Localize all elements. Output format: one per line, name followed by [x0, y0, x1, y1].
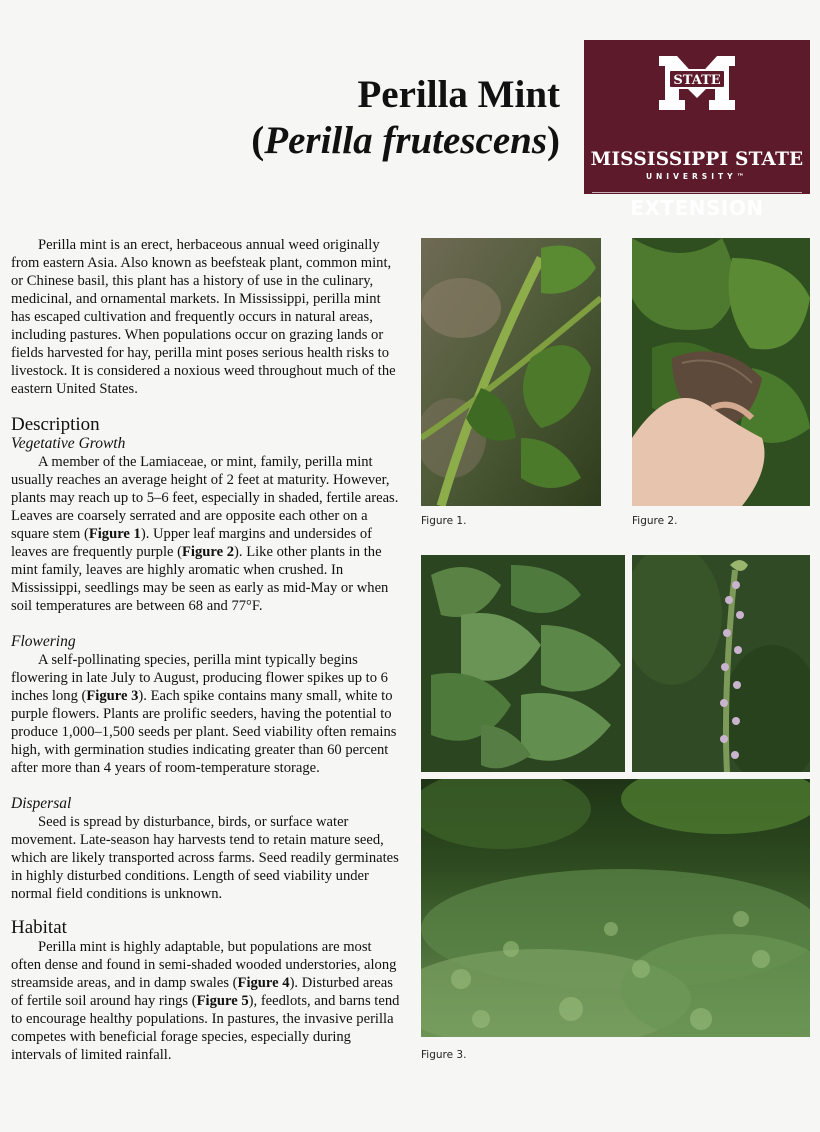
text-run: ). Each spike contains many small, white to purple flowers. Plants are prolific seeders, having the potential to produce 1,000–1,500 seeds per plant. Seed viability often remains high, with germination studies indicating greater than 60 percent after more than 4 years of room-temperature storage. — [11, 688, 397, 776]
heading-description: Description — [11, 414, 100, 435]
figure-1-reference: Figure 1 — [88, 526, 141, 542]
intro-paragraph: Perilla mint is an erect, herbaceous annual weed originally from eastern Asia. Also known as beefsteak plant, common mint, or Chinese basil, this plant has a history of use in the culinary, medicinal, and ornamental markets. In Mississippi, perilla mint has escaped cultivation and frequently occurs in natural areas, including pastures. When populations occur on grazing lands or fields harvested for hay, perilla mint poses serious health risks to livestock. It is considered a noxious weed throughout much of the eastern United States. — [11, 237, 396, 397]
university-name: MISSISSIPPI STATE — [590, 149, 804, 170]
text-run: Perilla mint is highly adaptable, but populations are most often dense and found in semi-shaded wooded understories, along streamside areas, and in damp swales ( — [11, 939, 397, 991]
figure-4-reference: Figure 4 — [237, 975, 290, 991]
habitat-paragraph — [11, 938, 401, 1064]
msu-extension-logo — [584, 40, 810, 220]
figure-3-photo-leaves — [421, 555, 625, 772]
figure-2-reference: Figure 2 — [182, 544, 235, 560]
heading-vegetative-growth: Vegetative Growth — [11, 435, 126, 452]
text-run: ), feedlots, and barns tend to encourage healthy populations. In pastures, the invasive perilla competes with beneficial forage species, especially during intervals of limited rainfall. — [11, 993, 400, 1063]
title-scientific-name — [150, 118, 560, 164]
flowering-paragraph — [11, 651, 401, 777]
text-run: ). Like other plants in the mint family, leaves are highly aromatic when crushed. In Mississippi, seedlings may be seen as early as mid-May or when soil temperatures are between 68 and 77°F. — [11, 544, 389, 614]
document-title — [150, 72, 560, 164]
text-run: A self-pollinating species, perilla mint typically begins flowering in late July to August, producing flower spikes up to 6 inches long ( — [11, 652, 388, 704]
title-common-name: Perilla Mint — [357, 73, 560, 116]
text-run: A member of the Lamiaceae, or mint, family, perilla mint usually reaches an average height of 2 feet at maturity. However, plants may reach up to 5–6 feet, especially in shaded, fertile areas. Leaves are coarsely serrated and are opposite each other on a square stem ( — [11, 454, 399, 542]
title-italic: Perilla frutescens — [264, 119, 547, 162]
emblem-state-text: STATE — [673, 73, 721, 88]
m-state-emblem — [655, 54, 739, 112]
figure-5-reference: Figure 5 — [196, 993, 249, 1009]
figure-2-caption: Figure 2. — [632, 515, 678, 527]
vegetative-paragraph — [11, 453, 401, 615]
figure-2-photo — [632, 238, 810, 506]
figure-1-caption: Figure 1. — [421, 515, 467, 527]
heading-habitat: Habitat — [11, 917, 67, 938]
figure-3-photo-field — [421, 779, 810, 1037]
heading-flowering: Flowering — [11, 633, 76, 650]
figure-3-caption: Figure 3. — [421, 1049, 467, 1061]
article-body — [11, 236, 401, 1064]
title-paren-open: ( — [251, 119, 265, 162]
text-run: ). Upper leaf margins and undersides of leaves are frequently purple ( — [11, 526, 372, 560]
heading-dispersal: Dispersal — [11, 795, 72, 812]
dispersal-paragraph: Seed is spread by disturbance, birds, or surface water movement. Late-season hay harvests tend to retain mature seed, which are likely transported across farms. Seed readily germinates in highly disturbed conditions. Length of seed viability under normal field conditions is unknown. — [11, 814, 399, 902]
logo-divider — [592, 192, 802, 193]
figure-1-photo — [421, 238, 601, 506]
university-label: UNIVERSITY™ — [645, 172, 749, 181]
figure-3-reference: Figure 3 — [86, 688, 139, 704]
figure-3-photo-flower-spike — [632, 555, 810, 772]
title-paren-close: ) — [547, 119, 560, 162]
extension-label: EXTENSION — [630, 196, 764, 220]
text-run: ). Disturbed areas of fertile soil around hay rings ( — [11, 975, 393, 1009]
